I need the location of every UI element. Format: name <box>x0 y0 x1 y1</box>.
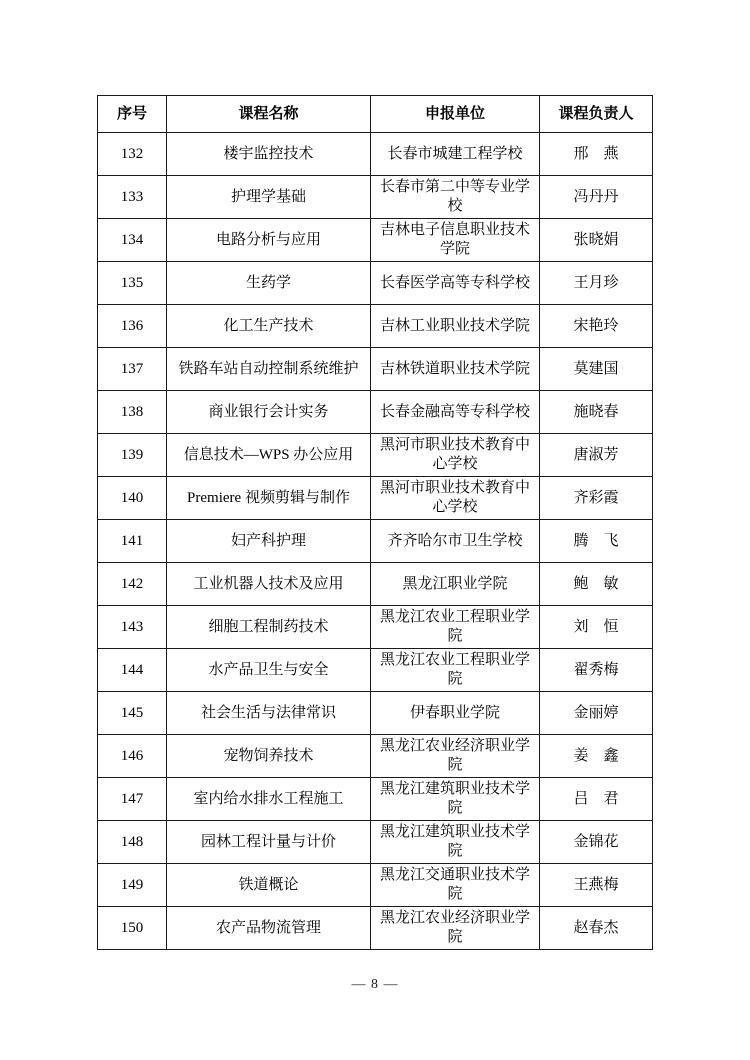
course-name-cell: 宠物饲养技术 <box>167 735 371 778</box>
table-row <box>98 649 653 692</box>
serial-number-cell: 139 <box>98 434 167 477</box>
serial-number-cell: 149 <box>98 864 167 907</box>
course-name-cell: 商业银行会计实务 <box>167 391 371 434</box>
serial-number-cell: 145 <box>98 692 167 735</box>
course-name-cell: 化工生产技术 <box>167 305 371 348</box>
course-name-cell: 室内给水排水工程施工 <box>167 778 371 821</box>
serial-number-cell: 141 <box>98 520 167 563</box>
serial-number-cell: 133 <box>98 176 167 219</box>
serial-number-cell: 140 <box>98 477 167 520</box>
serial-number-cell: 132 <box>98 133 167 176</box>
serial-number-cell: 138 <box>98 391 167 434</box>
header-course-leader: 课程负责人 <box>540 96 653 133</box>
course-leader-cell: 赵春杰 <box>540 907 653 950</box>
table-row <box>98 606 653 649</box>
course-name-cell: 信息技术—WPS 办公应用 <box>167 434 371 477</box>
table-row <box>98 434 653 477</box>
table-row <box>98 262 653 305</box>
applying-unit-cell: 黑龙江农业工程职业学院 <box>371 649 540 692</box>
course-name-cell: 生药学 <box>167 262 371 305</box>
course-name-cell: 妇产科护理 <box>167 520 371 563</box>
course-name-cell: 细胞工程制药技术 <box>167 606 371 649</box>
course-leader-cell: 鲍 敏 <box>540 563 653 606</box>
applying-unit-cell: 黑河市职业技术教育中心学校 <box>371 477 540 520</box>
serial-number-cell: 146 <box>98 735 167 778</box>
table-row <box>98 391 653 434</box>
applying-unit-cell: 吉林电子信息职业技术学院 <box>371 219 540 262</box>
table-row <box>98 692 653 735</box>
applying-unit-cell: 齐齐哈尔市卫生学校 <box>371 520 540 563</box>
course-leader-cell: 齐彩霞 <box>540 477 653 520</box>
course-name-cell: 水产品卫生与安全 <box>167 649 371 692</box>
course-name-cell: 铁路车站自动控制系统维护 <box>167 348 371 391</box>
serial-number-cell: 136 <box>98 305 167 348</box>
course-leader-cell: 莫建国 <box>540 348 653 391</box>
header-serial-number: 序号 <box>98 96 167 133</box>
course-leader-cell: 翟秀梅 <box>540 649 653 692</box>
course-leader-cell: 施晓春 <box>540 391 653 434</box>
table-row <box>98 133 653 176</box>
applying-unit-cell: 伊春职业学院 <box>371 692 540 735</box>
applying-unit-cell: 黑龙江建筑职业技术学院 <box>371 821 540 864</box>
serial-number-cell: 147 <box>98 778 167 821</box>
serial-number-cell: 142 <box>98 563 167 606</box>
header-applying-unit: 申报单位 <box>371 96 540 133</box>
serial-number-cell: 134 <box>98 219 167 262</box>
course-leader-cell: 姜 鑫 <box>540 735 653 778</box>
applying-unit-cell: 长春市城建工程学校 <box>371 133 540 176</box>
table-header-row <box>98 96 653 133</box>
table-row <box>98 520 653 563</box>
applying-unit-cell: 吉林工业职业技术学院 <box>371 305 540 348</box>
applying-unit-cell: 黑龙江农业工程职业学院 <box>371 606 540 649</box>
course-leader-cell: 金丽婷 <box>540 692 653 735</box>
table-row <box>98 735 653 778</box>
course-leader-cell: 唐淑芳 <box>540 434 653 477</box>
table-row <box>98 907 653 950</box>
serial-number-cell: 143 <box>98 606 167 649</box>
table-row <box>98 219 653 262</box>
applying-unit-cell: 长春市第二中等专业学校 <box>371 176 540 219</box>
serial-number-cell: 135 <box>98 262 167 305</box>
course-leader-cell: 刘 恒 <box>540 606 653 649</box>
applying-unit-cell: 长春医学高等专科学校 <box>371 262 540 305</box>
header-course-name: 课程名称 <box>167 96 371 133</box>
course-name-cell: 护理学基础 <box>167 176 371 219</box>
course-name-cell: 铁道概论 <box>167 864 371 907</box>
serial-number-cell: 148 <box>98 821 167 864</box>
applying-unit-cell: 黑龙江建筑职业技术学院 <box>371 778 540 821</box>
serial-number-cell: 150 <box>98 907 167 950</box>
serial-number-cell: 144 <box>98 649 167 692</box>
page-number: — 8 — <box>351 977 399 992</box>
course-leader-cell: 张晓娟 <box>540 219 653 262</box>
course-leader-cell: 邢 燕 <box>540 133 653 176</box>
course-leader-cell: 金锦花 <box>540 821 653 864</box>
course-leader-cell: 吕 君 <box>540 778 653 821</box>
course-leader-cell: 王燕梅 <box>540 864 653 907</box>
table-row <box>98 864 653 907</box>
table-row <box>98 821 653 864</box>
table-row <box>98 305 653 348</box>
course-leader-cell: 冯丹丹 <box>540 176 653 219</box>
course-name-cell: 园林工程计量与计价 <box>167 821 371 864</box>
course-leader-cell: 腾 飞 <box>540 520 653 563</box>
applying-unit-cell: 吉林铁道职业技术学院 <box>371 348 540 391</box>
applying-unit-cell: 黑龙江交通职业技术学院 <box>371 864 540 907</box>
course-table <box>97 95 653 950</box>
table-row <box>98 563 653 606</box>
applying-unit-cell: 黑龙江职业学院 <box>371 563 540 606</box>
table-row <box>98 477 653 520</box>
table-row <box>98 348 653 391</box>
applying-unit-cell: 黑河市职业技术教育中心学校 <box>371 434 540 477</box>
course-name-cell: 农产品物流管理 <box>167 907 371 950</box>
course-leader-cell: 宋艳玲 <box>540 305 653 348</box>
serial-number-cell: 137 <box>98 348 167 391</box>
table-row <box>98 176 653 219</box>
course-name-cell: 社会生活与法律常识 <box>167 692 371 735</box>
course-name-cell: 工业机器人技术及应用 <box>167 563 371 606</box>
applying-unit-cell: 黑龙江农业经济职业学院 <box>371 735 540 778</box>
course-name-cell: 电路分析与应用 <box>167 219 371 262</box>
applying-unit-cell: 长春金融高等专科学校 <box>371 391 540 434</box>
course-name-cell: Premiere 视频剪辑与制作 <box>167 477 371 520</box>
table-body <box>98 133 653 950</box>
table-row <box>98 778 653 821</box>
course-leader-cell: 王月珍 <box>540 262 653 305</box>
applying-unit-cell: 黑龙江农业经济职业学院 <box>371 907 540 950</box>
course-name-cell: 楼宇监控技术 <box>167 133 371 176</box>
